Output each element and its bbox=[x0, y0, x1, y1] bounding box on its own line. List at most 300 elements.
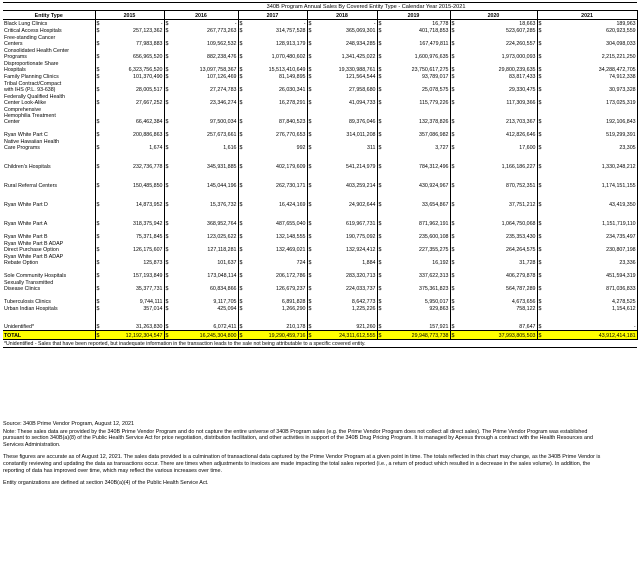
entity-type-label: Rebate Option bbox=[4, 259, 39, 266]
header-year: 2020 bbox=[450, 11, 537, 20]
sales-value-cell: 871,962,191 bbox=[384, 208, 450, 227]
total-row bbox=[3, 331, 637, 340]
currency-symbol: $ bbox=[308, 246, 312, 253]
currency-symbol: $ bbox=[96, 131, 100, 138]
sales-value-cell: 3,727 bbox=[384, 138, 450, 151]
currency-symbol: $ bbox=[538, 66, 542, 73]
sales-value-cell: 101,637 bbox=[171, 253, 238, 266]
entity-type-cell bbox=[3, 189, 95, 208]
currency-symbol: $ bbox=[239, 201, 243, 208]
sales-value-cell: 16,192 bbox=[384, 253, 450, 266]
currency-symbol: $ bbox=[165, 272, 169, 279]
sales-value-cell: 357,014 bbox=[102, 305, 164, 312]
currency-symbol: $ bbox=[165, 27, 169, 34]
sales-value-cell: 83,817,433 bbox=[457, 73, 537, 80]
currency-symbol: $ bbox=[96, 324, 100, 330]
currency-symbol: $ bbox=[308, 182, 312, 189]
sales-value-cell: 487,655,040 bbox=[245, 208, 307, 227]
currency-symbol: $ bbox=[538, 40, 542, 47]
currency-symbol: $ bbox=[96, 73, 100, 80]
entity-type-label: with IHS (P.L. 93-638) bbox=[4, 86, 56, 93]
currency-symbol: $ bbox=[239, 99, 243, 106]
entity-type-cell bbox=[3, 292, 95, 305]
sales-value-cell: 1,616 bbox=[171, 138, 238, 151]
sales-value-cell: 425,094 bbox=[171, 305, 238, 312]
sales-value-cell: 24,902,644 bbox=[314, 189, 377, 208]
entity-type-cell bbox=[3, 227, 95, 240]
sales-value-cell: 784,312,496 bbox=[384, 151, 450, 170]
sales-value-cell: 41,094,733 bbox=[314, 93, 377, 106]
currency-symbol: $ bbox=[378, 144, 382, 151]
currency-symbol: $ bbox=[451, 220, 455, 227]
entity-type-label: Federally Qualified Health bbox=[4, 93, 65, 100]
currency-symbol: $ bbox=[165, 86, 169, 93]
currency-symbol: $ bbox=[451, 163, 455, 170]
entity-type-label: Children's Hospitals bbox=[4, 163, 51, 170]
currency-symbol: $ bbox=[308, 131, 312, 138]
sales-value-cell: 257,123,362 bbox=[102, 27, 164, 34]
currency-symbol: $ bbox=[451, 201, 455, 208]
entity-type-label: Rural Referral Centers bbox=[4, 182, 57, 189]
sales-value-cell: 19,290,459,716 bbox=[245, 331, 307, 340]
currency-symbol: $ bbox=[165, 53, 169, 60]
table-row bbox=[3, 227, 637, 240]
table-row bbox=[3, 305, 637, 312]
currency-symbol: $ bbox=[451, 298, 455, 305]
entity-type-cell bbox=[3, 151, 95, 170]
currency-symbol: $ bbox=[308, 66, 312, 73]
sales-value-cell: - bbox=[102, 20, 164, 27]
entity-type-label: Tuberculosis Clinics bbox=[4, 298, 51, 305]
currency-symbol: $ bbox=[378, 99, 382, 106]
sales-value-cell: 992 bbox=[245, 138, 307, 151]
table-row bbox=[3, 34, 637, 47]
entity-type-cell bbox=[3, 106, 95, 125]
sales-value-cell: 27,958,680 bbox=[314, 80, 377, 93]
sales-value-cell: 89,376,046 bbox=[314, 106, 377, 125]
currency-symbol: $ bbox=[378, 40, 382, 47]
sales-value-cell: 6,891,828 bbox=[245, 292, 307, 305]
table-row bbox=[3, 60, 637, 73]
sales-value-cell: 115,779,226 bbox=[384, 93, 450, 106]
currency-symbol: $ bbox=[308, 144, 312, 151]
currency-symbol: $ bbox=[165, 201, 169, 208]
sales-value-cell: 365,069,301 bbox=[314, 27, 377, 34]
sales-value-cell: 1,884 bbox=[314, 253, 377, 266]
entity-type-cell bbox=[3, 47, 95, 60]
sales-value-cell: 173,025,319 bbox=[544, 93, 637, 106]
currency-symbol: $ bbox=[165, 220, 169, 227]
currency-symbol: $ bbox=[238, 331, 245, 340]
currency-symbol: $ bbox=[165, 73, 169, 80]
currency-symbol: $ bbox=[239, 27, 243, 34]
currency-symbol: $ bbox=[96, 86, 100, 93]
sales-value-cell: 127,118,281 bbox=[171, 240, 238, 253]
source-line: Source: 340B Prime Vendor Program, August 12, 2021 bbox=[3, 421, 134, 427]
accuracy-paragraph: These figures are accurate as of August 12, 2021. The sales data provided is a culmination of transactional data captured by the Prime Vendor Program at a given point in time. The totals reflected in this chart may change, as the 340B Prime Vendor is constantly reviewing and updating the data as transactions occur. There are times when adjustments to invoices are made impacting the total sales reported (i.e., a return of product which resulted in a decrease in the sales volume). In addition, the reporting of data has improved over time, which may reflect the various increases over time. bbox=[3, 454, 601, 474]
currency-symbol: $ bbox=[96, 298, 100, 305]
header-year: 2021 bbox=[537, 11, 637, 20]
sales-value-cell: 17,600 bbox=[457, 138, 537, 151]
sales-value-cell: 262,730,171 bbox=[245, 170, 307, 189]
currency-symbol: $ bbox=[451, 285, 455, 292]
sales-value-cell: 235,353,430 bbox=[457, 227, 537, 240]
entity-type-label: Center bbox=[4, 118, 20, 125]
sales-value-cell: 6,072,411 bbox=[171, 312, 238, 331]
entity-type-label: Urban Indian Hospitals bbox=[4, 305, 58, 312]
currency-symbol: $ bbox=[165, 259, 169, 266]
currency-symbol: $ bbox=[165, 131, 169, 138]
currency-symbol: $ bbox=[308, 324, 312, 330]
entity-type-label: Care Programs bbox=[4, 144, 40, 151]
sales-value-cell: 18,663 bbox=[457, 20, 537, 27]
currency-symbol: $ bbox=[308, 233, 312, 240]
entity-type-label: Disease Clinics bbox=[4, 285, 41, 292]
entity-type-cell bbox=[3, 253, 95, 266]
sales-value-cell: 125,873 bbox=[102, 253, 164, 266]
sales-value-cell: 451,594,319 bbox=[544, 266, 637, 279]
currency-symbol: $ bbox=[378, 324, 382, 330]
currency-symbol: $ bbox=[451, 144, 455, 151]
sales-value-cell: 871,036,833 bbox=[544, 279, 637, 292]
currency-symbol: $ bbox=[538, 163, 542, 170]
currency-symbol: $ bbox=[96, 66, 100, 73]
sales-value-cell: 30,973,328 bbox=[544, 80, 637, 93]
sales-value-cell: 9,744,111 bbox=[102, 292, 164, 305]
entity-type-label: Hospitals bbox=[4, 66, 26, 73]
sales-value-cell: 15,376,732 bbox=[171, 189, 238, 208]
sales-value-cell: 882,238,476 bbox=[171, 47, 238, 60]
currency-symbol: $ bbox=[451, 73, 455, 80]
currency-symbol: $ bbox=[451, 86, 455, 93]
currency-symbol: $ bbox=[96, 27, 100, 34]
sales-value-cell: 29,800,239,635 bbox=[457, 60, 537, 73]
sales-value-cell: 8,642,773 bbox=[314, 292, 377, 305]
sales-value-cell: 173,048,114 bbox=[171, 266, 238, 279]
currency-symbol: $ bbox=[378, 220, 382, 227]
sales-value-cell: 257,673,661 bbox=[171, 125, 238, 138]
total-label: TOTAL bbox=[3, 331, 95, 340]
entity-type-label: Sole Community Hospitals bbox=[4, 272, 67, 279]
sales-value-cell: 16,424,169 bbox=[245, 189, 307, 208]
currency-symbol: $ bbox=[165, 233, 169, 240]
sales-value-cell: 224,260,557 bbox=[457, 34, 537, 47]
currency-symbol: $ bbox=[451, 27, 455, 34]
table-row bbox=[3, 138, 637, 151]
currency-symbol: $ bbox=[378, 131, 382, 138]
currency-symbol: $ bbox=[96, 272, 100, 279]
currency-symbol: $ bbox=[165, 20, 169, 27]
currency-symbol: $ bbox=[308, 118, 312, 125]
currency-symbol: $ bbox=[378, 86, 382, 93]
currency-symbol: $ bbox=[308, 272, 312, 279]
currency-symbol: $ bbox=[451, 66, 455, 73]
currency-symbol: $ bbox=[451, 53, 455, 60]
sales-value-cell: 5,950,017 bbox=[384, 292, 450, 305]
currency-symbol: $ bbox=[378, 163, 382, 170]
currency-symbol: $ bbox=[308, 20, 312, 27]
entity-type-cell bbox=[3, 240, 95, 253]
currency-symbol: $ bbox=[451, 182, 455, 189]
sales-value-cell: 28,005,517 bbox=[102, 80, 164, 93]
sales-value-cell: 60,834,866 bbox=[171, 279, 238, 292]
sales-value-cell: 1,151,719,110 bbox=[544, 208, 637, 227]
sales-value-cell: 81,149,895 bbox=[245, 73, 307, 80]
entity-type-label: Critical Access Hospitals bbox=[4, 27, 62, 34]
currency-symbol: $ bbox=[377, 331, 384, 340]
sales-value-cell: 74,912,338 bbox=[544, 73, 637, 80]
sales-value-cell: 430,924,967 bbox=[384, 170, 450, 189]
sales-value-cell: 23,750,617,275 bbox=[384, 60, 450, 73]
table-row bbox=[3, 208, 637, 227]
sales-value-cell: 97,500,034 bbox=[171, 106, 238, 125]
currency-symbol: $ bbox=[239, 182, 243, 189]
currency-symbol: $ bbox=[239, 40, 243, 47]
sales-value-cell: 1,166,186,227 bbox=[457, 151, 537, 170]
currency-symbol: $ bbox=[538, 285, 542, 292]
sales-value-cell: 870,752,351 bbox=[457, 170, 537, 189]
entity-type-label: Black Lung Clinics bbox=[4, 20, 48, 27]
sales-value-cell: 2,215,221,250 bbox=[544, 47, 637, 60]
sales-value-cell: 157,193,849 bbox=[102, 266, 164, 279]
sales-value-cell: 29,330,475 bbox=[457, 80, 537, 93]
currency-symbol: $ bbox=[96, 118, 100, 125]
sales-value-cell: 24,311,612,555 bbox=[314, 331, 377, 340]
currency-symbol: $ bbox=[537, 331, 544, 340]
currency-symbol: $ bbox=[538, 233, 542, 240]
currency-symbol: $ bbox=[164, 331, 171, 340]
entity-type-label: Comprehensive bbox=[4, 106, 42, 113]
currency-symbol: $ bbox=[308, 86, 312, 93]
table-row bbox=[3, 73, 637, 80]
entity-type-cell bbox=[3, 170, 95, 189]
sales-value-cell: 93,789,017 bbox=[384, 73, 450, 80]
currency-symbol: $ bbox=[538, 259, 542, 266]
currency-symbol: $ bbox=[308, 259, 312, 266]
entity-type-label: Ryan White Part B ADAP bbox=[4, 253, 64, 260]
sales-value-cell: 126,679,237 bbox=[245, 279, 307, 292]
currency-symbol: $ bbox=[538, 53, 542, 60]
entity-type-cell bbox=[3, 312, 95, 331]
sales-value-cell: 1,330,248,212 bbox=[544, 151, 637, 170]
sales-value-cell: 345,931,885 bbox=[171, 151, 238, 170]
table-row bbox=[3, 240, 637, 253]
currency-symbol: $ bbox=[239, 220, 243, 227]
currency-symbol: $ bbox=[308, 163, 312, 170]
sales-value-cell: 9,117,705 bbox=[171, 292, 238, 305]
currency-symbol: $ bbox=[538, 99, 542, 106]
sales-value-cell: 109,562,532 bbox=[171, 34, 238, 47]
sales-value-cell: 189,963 bbox=[544, 20, 637, 27]
currency-symbol: $ bbox=[378, 246, 382, 253]
sales-value-cell: 283,320,713 bbox=[314, 266, 377, 279]
sales-value-cell: 16,778 bbox=[384, 20, 450, 27]
sales-value-cell: 412,826,646 bbox=[457, 125, 537, 138]
sales-value-cell: 13,097,758,367 bbox=[171, 60, 238, 73]
sales-value-cell: 167,479,811 bbox=[384, 34, 450, 47]
sales-value-cell: - bbox=[314, 20, 377, 27]
sales-value-cell: 406,279,878 bbox=[457, 266, 537, 279]
sales-value-cell: 1,341,425,022 bbox=[314, 47, 377, 60]
sales-value-cell: 523,607,285 bbox=[457, 27, 537, 34]
entity-type-label: Center Look-Alike bbox=[4, 99, 47, 106]
entity-type-cell bbox=[3, 60, 95, 73]
currency-symbol: $ bbox=[239, 233, 243, 240]
sales-value-cell: 318,375,942 bbox=[102, 208, 164, 227]
currency-symbol: $ bbox=[96, 20, 100, 27]
currency-symbol: $ bbox=[239, 66, 243, 73]
table-row bbox=[3, 170, 637, 189]
sales-value-cell: 25,078,575 bbox=[384, 80, 450, 93]
entity-type-label: Ryan White Part D bbox=[4, 201, 48, 208]
currency-symbol: $ bbox=[538, 20, 542, 27]
entity-type-label: Hemophilia Treatment bbox=[4, 112, 56, 119]
entity-type-label: Unidentified* bbox=[4, 324, 35, 330]
header-year: 2015 bbox=[95, 11, 164, 20]
currency-symbol: $ bbox=[378, 73, 382, 80]
sales-value-cell: 87,840,523 bbox=[245, 106, 307, 125]
sales-value-cell: 213,703,367 bbox=[457, 106, 537, 125]
footnote: *Unidentified - Sales that have been reported, but inadequate information in the transaction leads to the sale not being attributable to a specific covered entity. bbox=[3, 340, 637, 348]
header-year: 2018 bbox=[307, 11, 377, 20]
sales-value-cell: 19,330,988,761 bbox=[314, 60, 377, 73]
entity-type-label: Disproportionate Share bbox=[4, 60, 59, 67]
currency-symbol: $ bbox=[538, 201, 542, 208]
sales-value-cell: 375,361,823 bbox=[384, 279, 450, 292]
currency-symbol: $ bbox=[378, 20, 382, 27]
currency-symbol: $ bbox=[239, 305, 243, 312]
sales-value-cell: 357,086,982 bbox=[384, 125, 450, 138]
entity-type-cell bbox=[3, 125, 95, 138]
entity-type-cell bbox=[3, 34, 95, 47]
currency-symbol: $ bbox=[165, 246, 169, 253]
header-entity-type: Entity Type bbox=[3, 11, 95, 20]
currency-symbol: $ bbox=[451, 99, 455, 106]
sales-value-cell: 77,983,883 bbox=[102, 34, 164, 47]
sales-value-cell: 206,172,786 bbox=[245, 266, 307, 279]
currency-symbol: $ bbox=[308, 220, 312, 227]
sales-value-cell: 23,346,274 bbox=[171, 93, 238, 106]
header-year: 2017 bbox=[238, 11, 307, 20]
currency-symbol: $ bbox=[378, 259, 382, 266]
currency-symbol: $ bbox=[96, 144, 100, 151]
currency-symbol: $ bbox=[165, 285, 169, 292]
sales-value-cell: 541,214,979 bbox=[314, 151, 377, 170]
currency-symbol: $ bbox=[95, 331, 102, 340]
notes-section bbox=[3, 421, 601, 493]
currency-symbol: $ bbox=[239, 118, 243, 125]
currency-symbol: $ bbox=[378, 272, 382, 279]
currency-symbol: $ bbox=[451, 118, 455, 125]
table-title-spacer bbox=[3, 3, 95, 11]
currency-symbol: $ bbox=[451, 324, 455, 330]
entity-type-label: Direct Purchase Option bbox=[4, 246, 59, 253]
currency-symbol: $ bbox=[307, 331, 314, 340]
currency-symbol: $ bbox=[308, 99, 312, 106]
sales-value-cell: 117,309,366 bbox=[457, 93, 537, 106]
currency-symbol: $ bbox=[165, 163, 169, 170]
currency-symbol: $ bbox=[451, 246, 455, 253]
sales-value-cell: 1,225,226 bbox=[314, 305, 377, 312]
header-year: 2016 bbox=[164, 11, 238, 20]
currency-symbol: $ bbox=[451, 131, 455, 138]
sales-value-cell: 23,336 bbox=[544, 253, 637, 266]
currency-symbol: $ bbox=[239, 73, 243, 80]
currency-symbol: $ bbox=[239, 86, 243, 93]
table-row bbox=[3, 279, 637, 292]
sales-value-cell: 311 bbox=[314, 138, 377, 151]
sales-value-cell: 1,174,151,155 bbox=[544, 170, 637, 189]
entity-type-cell bbox=[3, 20, 95, 27]
currency-symbol: $ bbox=[450, 331, 457, 340]
currency-symbol: $ bbox=[96, 285, 100, 292]
entity-type-cell bbox=[3, 73, 95, 80]
currency-symbol: $ bbox=[96, 305, 100, 312]
currency-symbol: $ bbox=[239, 144, 243, 151]
sales-value-cell: 304,098,033 bbox=[544, 34, 637, 47]
sales-value-cell: - bbox=[544, 312, 637, 331]
entity-type-cell bbox=[3, 93, 95, 106]
sales-value-cell: 16,278,291 bbox=[245, 93, 307, 106]
currency-symbol: $ bbox=[165, 144, 169, 151]
entity-type-label: Centers bbox=[4, 40, 23, 47]
currency-symbol: $ bbox=[538, 27, 542, 34]
currency-symbol: $ bbox=[96, 53, 100, 60]
sales-value-cell: 276,770,653 bbox=[245, 125, 307, 138]
sales-value-cell: 519,299,391 bbox=[544, 125, 637, 138]
sales-value-cell: - bbox=[245, 20, 307, 27]
currency-symbol: $ bbox=[96, 163, 100, 170]
sales-value-cell: 235,600,108 bbox=[384, 227, 450, 240]
currency-symbol: $ bbox=[96, 40, 100, 47]
sales-value-cell: 314,011,208 bbox=[314, 125, 377, 138]
sales-value-cell: 132,148,555 bbox=[245, 227, 307, 240]
sales-value-cell: 224,033,737 bbox=[314, 279, 377, 292]
currency-symbol: $ bbox=[239, 324, 243, 330]
currency-symbol: $ bbox=[96, 233, 100, 240]
currency-symbol: $ bbox=[96, 182, 100, 189]
currency-symbol: $ bbox=[239, 163, 243, 170]
currency-symbol: $ bbox=[451, 233, 455, 240]
currency-symbol: $ bbox=[308, 305, 312, 312]
sales-value-cell: 227,355,275 bbox=[384, 240, 450, 253]
sales-value-cell: 1,154,612 bbox=[544, 305, 637, 312]
currency-symbol: $ bbox=[308, 27, 312, 34]
table-row bbox=[3, 312, 637, 331]
entity-type-label: Free-standing Cancer bbox=[4, 34, 56, 41]
sales-value-cell: 43,419,350 bbox=[544, 189, 637, 208]
currency-symbol: $ bbox=[239, 246, 243, 253]
table-row bbox=[3, 106, 637, 125]
sales-value-cell: 264,264,575 bbox=[457, 240, 537, 253]
currency-symbol: $ bbox=[378, 118, 382, 125]
currency-symbol: $ bbox=[538, 298, 542, 305]
currency-symbol: $ bbox=[378, 27, 382, 34]
sales-value-cell: 75,371,845 bbox=[102, 227, 164, 240]
currency-symbol: $ bbox=[538, 305, 542, 312]
table-row bbox=[3, 20, 637, 27]
currency-symbol: $ bbox=[538, 220, 542, 227]
entity-type-cell bbox=[3, 208, 95, 227]
sales-value-cell: 402,179,609 bbox=[245, 151, 307, 170]
currency-symbol: $ bbox=[165, 99, 169, 106]
entity-type-cell bbox=[3, 138, 95, 151]
currency-symbol: $ bbox=[165, 182, 169, 189]
currency-symbol: $ bbox=[308, 53, 312, 60]
sales-value-cell: 150,485,850 bbox=[102, 170, 164, 189]
currency-symbol: $ bbox=[239, 285, 243, 292]
currency-symbol: $ bbox=[165, 66, 169, 73]
